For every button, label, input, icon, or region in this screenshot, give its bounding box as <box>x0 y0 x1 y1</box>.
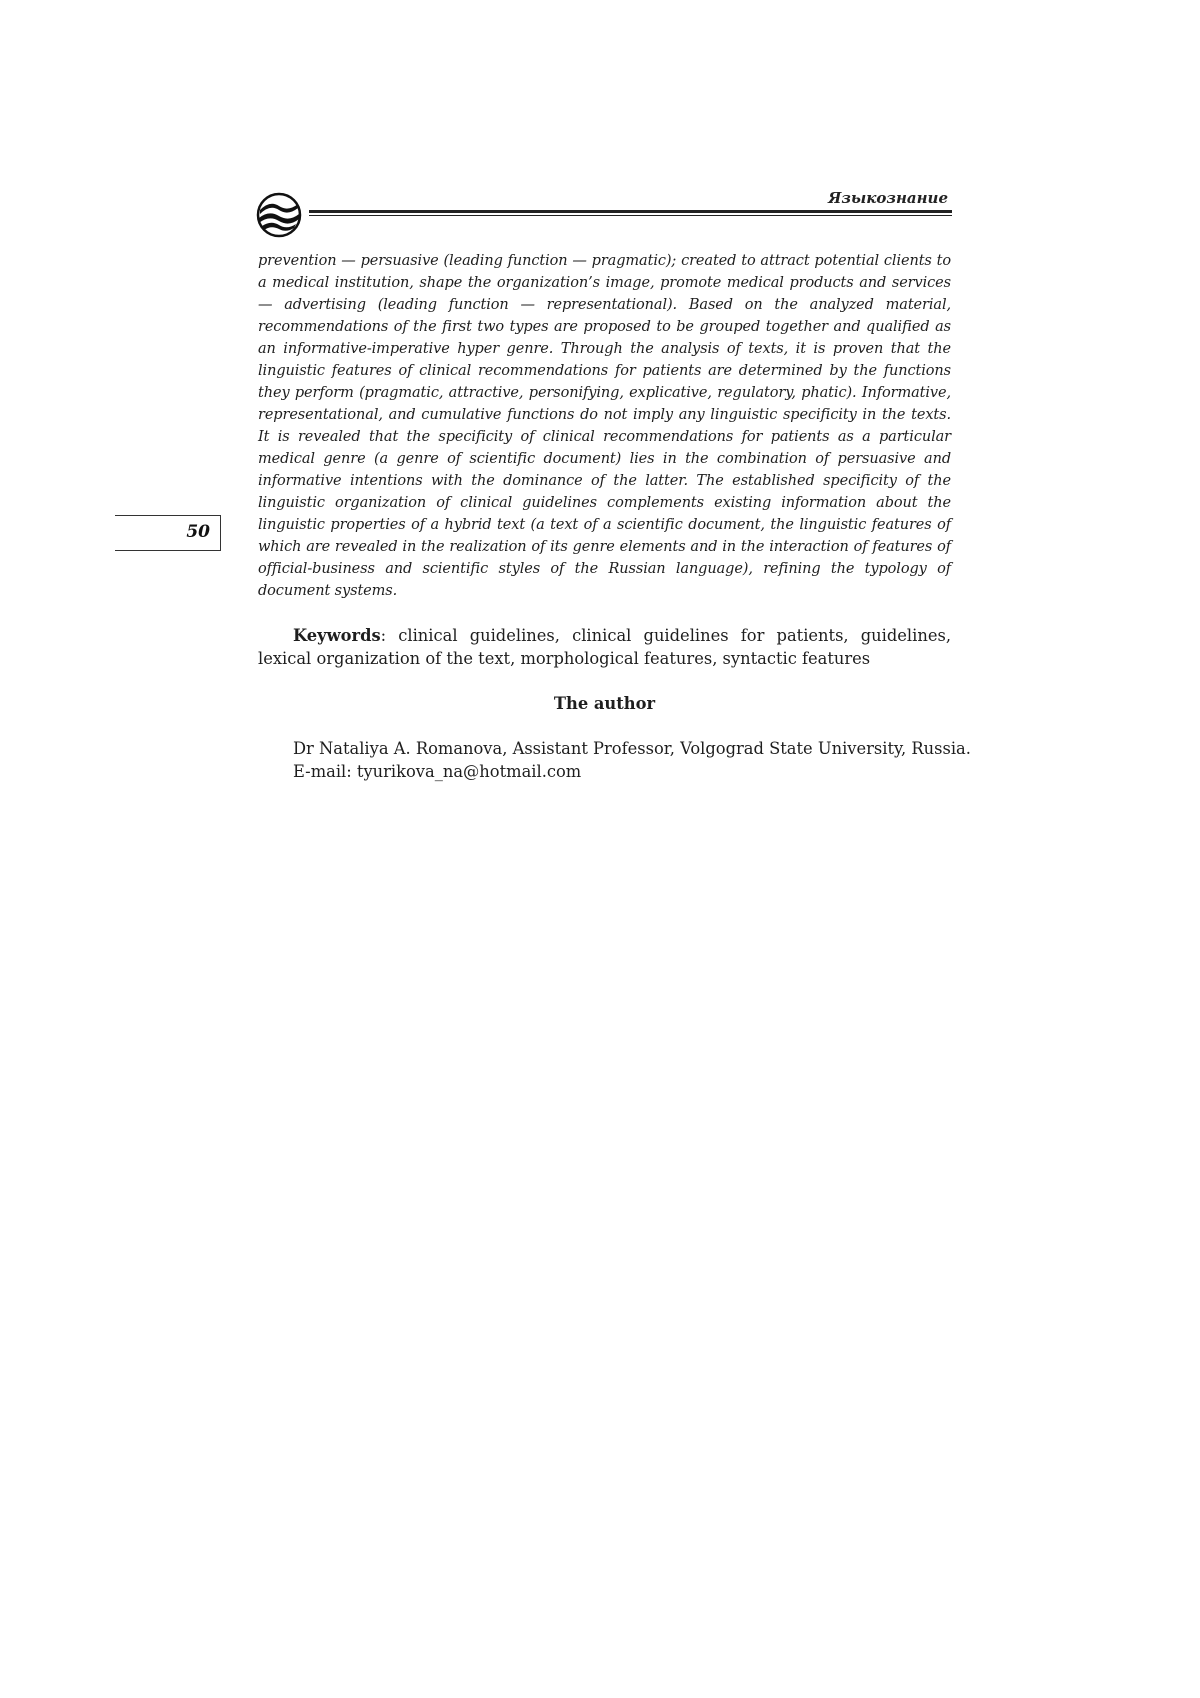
author-heading: The author <box>553 694 656 713</box>
keywords-list: : clinical guidelines, clinical guidelines for patients, guidelines, lexical organization of the text, morphological features, syntactic features <box>258 626 951 668</box>
abstract-text: prevention — persuasive (leading function — pragmatic); created to attract potential clients to a medical institution, shape the organization’s image, promote medical products and services — advertising (leading function — representational). Based on the analyzed material, recommendations of the first two types are proposed to be grouped together and qualified as an informative-imperative hyper genre. Through the analysis of texts, it is proven that the linguistic features of clinical recommendations for patients are determined by the functions they perform (pragmatic, attractive, personifying, explicative, regulatory, phatic). Informative, representational, and cumulative functions do not imply any linguistic specificity in the texts. It is revealed that the specificity of clinical recommendations for patients as a particular medical genre (a genre of scientific document) lies in the combination of persuasive and informative intentions with the dominance of the latter. The established specificity of the linguistic organization of clinical guidelines complements existing information about the linguistic properties of a hybrid text (a text of a scientific document, the linguistic features of which are revealed in the realization of its genre elements and in the interaction of features of official-business and scientific styles of the Russian language), refining the typology of document systems. <box>258 253 951 599</box>
keywords-label: Keywords <box>293 626 381 645</box>
page-number: 50 <box>186 522 210 542</box>
header-rule-thick <box>309 210 952 213</box>
journal-section-title: Языкознание <box>828 189 948 207</box>
wave-globe-icon <box>256 192 302 238</box>
header-rule-thin <box>309 215 952 216</box>
page-number-box <box>115 515 221 551</box>
author-email: E-mail: tyurikova_na@hotmail.com <box>293 762 582 781</box>
author-info <box>293 737 971 783</box>
keywords-paragraph <box>258 624 951 670</box>
author-affiliation: Dr Nataliya A. Romanova, Assistant Professor, Volgograd State University, Russia. <box>293 739 971 758</box>
